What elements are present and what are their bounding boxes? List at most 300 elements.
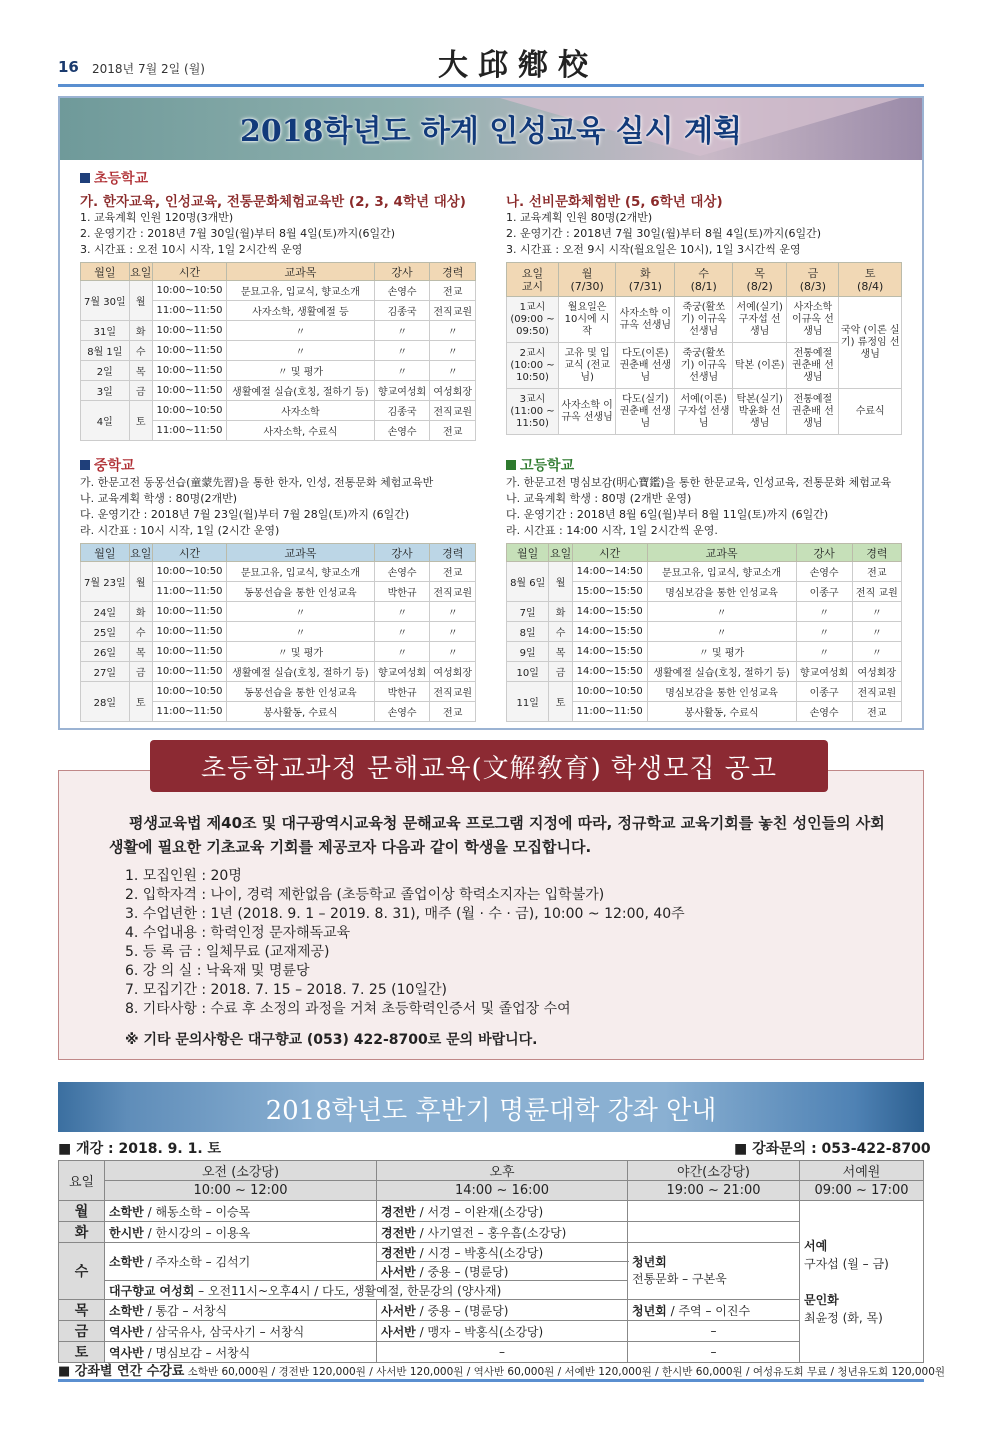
teacher-cell: 〃 xyxy=(374,622,430,642)
period-row xyxy=(507,297,902,343)
career-cell: 전직교원 xyxy=(852,682,901,702)
time-cell: 10:00~11:50 xyxy=(152,361,226,381)
subject-cell: 명심보감을 통한 인성교육 xyxy=(647,582,796,602)
class-cell: 탁본 (이론) xyxy=(732,343,786,389)
table-row xyxy=(81,401,476,421)
table-row xyxy=(81,361,476,381)
subject-cell: 문묘고유, 입교식, 향교소개 xyxy=(227,562,375,582)
class-name: 사서반 xyxy=(381,1303,416,1318)
table-row xyxy=(507,562,902,582)
class-name: 경전반 xyxy=(381,1204,416,1219)
notice-inquiry: ※ 기타 문의사항은 대구향교 (053) 422-8700로 문의 바랍니다. xyxy=(125,1032,538,1048)
class-cell: 다도(이론) 권춘배 선생님 xyxy=(616,343,675,389)
lecture-cell xyxy=(628,1300,800,1321)
date-cell: 24일 xyxy=(81,602,130,622)
career-cell: 전직교원 xyxy=(430,301,476,321)
notice-items xyxy=(125,867,685,1019)
column-header: 월일 xyxy=(81,544,130,562)
teacher-cell: 손영수 xyxy=(796,562,852,582)
date-cell: 10일 xyxy=(507,662,549,682)
lecture-table xyxy=(58,1160,924,1363)
day-header xyxy=(787,263,839,297)
seonbi-timetable xyxy=(506,262,902,435)
class-detail: 구자섭 (월 – 금) xyxy=(804,1256,889,1271)
column-header: 교과목 xyxy=(647,544,796,562)
subject-cell: 〃 xyxy=(227,341,375,361)
square-bullet-icon xyxy=(506,460,516,470)
day-date: (8/4) xyxy=(857,279,884,293)
column-header: 요일 xyxy=(549,544,572,562)
teacher-cell: 향교여성회 xyxy=(374,381,430,401)
time-cell: 10:00~11:50 xyxy=(152,341,226,361)
class-notes xyxy=(506,210,902,258)
class-title: 가. 한자교육, 인성교육, 전통문화체험교육반 (2, 3, 4학년 대상) xyxy=(80,194,466,210)
subject-cell: 〃 xyxy=(227,321,375,341)
class-name: 역사반 xyxy=(109,1345,144,1360)
class-name: 사서반 xyxy=(381,1324,416,1339)
teacher-cell: 〃 xyxy=(374,361,430,381)
subject-cell: 〃 xyxy=(227,602,375,622)
class-detail: / 중용 – (명륜당) xyxy=(415,1303,509,1318)
teacher-cell: 향교여성회 xyxy=(796,662,852,682)
lecture-cell xyxy=(377,1243,628,1262)
column-header: 강사 xyxy=(796,544,852,562)
class-cell: 죽궁(활쏘기) 이규옥 선생님 xyxy=(675,343,732,389)
notice-intro: 평생교육법 제40조 및 대구광역시교육청 문해교육 프로그램 지정에 따라, 정규학교 교육기회를 놓친 성인들의 사회생활에 필요한 기초교육 기회를 제공코자 다음과 같이 학생을 모집합니다. xyxy=(109,814,885,856)
table-row xyxy=(507,682,902,702)
column-header: 경력 xyxy=(430,544,476,562)
date-cell: 27일 xyxy=(81,662,130,682)
lecture-cell xyxy=(105,1281,628,1300)
teacher-cell: 이종구 xyxy=(796,582,852,602)
notice-item: 4. 수업내용 : 학력인정 문자해독교육 xyxy=(125,925,351,941)
col-header: 오후 xyxy=(377,1161,628,1181)
notice-item: 6. 강 의 실 : 낙육재 및 명륜당 xyxy=(125,963,310,979)
note-line: 라. 시간표 : 10시 시작, 1일 (2시간 운영) xyxy=(80,524,280,537)
subject-cell: 동몽선습을 통한 인성교육 xyxy=(227,582,375,602)
column-header: 강사 xyxy=(374,263,430,281)
col-header: 오전 (소강당) xyxy=(105,1161,377,1181)
class-detail: / 시경 – 박홍식(소강당) xyxy=(415,1245,544,1260)
career-cell: 전직교원 xyxy=(430,682,476,702)
opening-date: ■ 개강 : 2018. 9. 1. 토 xyxy=(58,1141,222,1157)
class-detail: / 중용 – (명륜당) xyxy=(415,1264,509,1279)
weekday-cell: 화 xyxy=(549,602,572,622)
table-row xyxy=(81,562,476,582)
timetable xyxy=(80,543,476,722)
time-cell: 14:00~15:50 xyxy=(572,602,647,622)
teacher-cell: 손영수 xyxy=(374,702,430,722)
table-row xyxy=(81,682,476,702)
column-header: 시간 xyxy=(152,263,226,281)
lecture-cell xyxy=(377,1300,628,1321)
date-cell: 8월 1일 xyxy=(81,341,130,361)
lecture-cell xyxy=(105,1321,377,1342)
lecture-cell xyxy=(628,1243,800,1300)
subject-cell: 〃 xyxy=(647,602,796,622)
career-cell: 〃 xyxy=(430,622,476,642)
day-name: 목 xyxy=(754,266,765,280)
column-header: 경력 xyxy=(430,263,476,281)
class-cell: 고유 및 입교식 (전교님) xyxy=(559,343,616,389)
subject-cell: 생활예절 실습(호칭, 절하기 등) xyxy=(227,381,375,401)
column-header: 시간 xyxy=(152,544,226,562)
period-cell: 1교시 (09:00 ~ 09:50) xyxy=(507,297,559,343)
note-line: 2. 운영기간 : 2018년 7월 30일(월)부터 8월 4일(토)까지(6일간) xyxy=(80,227,396,240)
teacher-cell: 손영수 xyxy=(796,702,852,722)
time-cell: 10:00~11:50 xyxy=(152,602,226,622)
weekday-cell: 목 xyxy=(129,642,152,662)
weekday-cell: 수 xyxy=(129,622,152,642)
section-banner xyxy=(60,98,922,160)
day-name: 수 xyxy=(698,266,710,280)
class-detail: / 명심보감 – 서창식 xyxy=(143,1345,251,1360)
corner-top: 요일 xyxy=(521,266,544,280)
career-cell: 전교 xyxy=(430,421,476,441)
career-cell: 〃 xyxy=(430,642,476,662)
weekday-cell: 수 xyxy=(129,341,152,361)
career-cell: 전교 xyxy=(852,562,901,582)
day-header xyxy=(675,263,732,297)
teacher-cell: 이종구 xyxy=(796,682,852,702)
time-cell: 14:00~15:50 xyxy=(572,642,647,662)
time-cell: 10:00~11:50 xyxy=(152,381,226,401)
table-row xyxy=(81,662,476,682)
class-detail: / 사기열전 – 홍우흠(소강당) xyxy=(415,1225,567,1240)
teacher-cell: 김종국 xyxy=(374,301,430,321)
masthead-rule xyxy=(58,84,924,87)
class-cell: 서예(실기) 구자섭 선생님 xyxy=(732,297,786,343)
date-cell: 28일 xyxy=(81,682,130,722)
career-cell: 〃 xyxy=(852,622,901,642)
time-cell: 10:00~11:50 xyxy=(152,321,226,341)
period-row xyxy=(507,389,902,435)
note-line: 다. 운영기간 : 2018년 8월 6일(월)부터 8월 11일(토)까지 (6일간) xyxy=(506,508,829,521)
note-line: 가. 한문고전 명심보감(明心寶鑑)을 통한 한문교육, 인성교육, 전통문화 체험교육 xyxy=(506,476,892,489)
time-cell: 14:00~15:50 xyxy=(572,662,647,682)
note-line: 3. 시간표 : 오전 10시 시작, 1일 2시간씩 운영 xyxy=(80,243,303,256)
level-label: 중학교 xyxy=(94,458,135,474)
level-heading xyxy=(506,455,902,475)
table-row xyxy=(507,602,902,622)
time-cell: 10:00~10:50 xyxy=(152,682,226,702)
date-cell: 26일 xyxy=(81,642,130,662)
career-cell: 〃 xyxy=(430,602,476,622)
date-cell: 31일 xyxy=(81,321,130,341)
note-line: 다. 운영기간 : 2018년 7월 23일(월)부터 7월 28일(토)까지 (6일간) xyxy=(80,508,410,521)
lecture-cell xyxy=(377,1201,628,1222)
career-cell: 여성회장 xyxy=(852,662,901,682)
day-cell: 수 xyxy=(59,1243,105,1300)
subject-cell: 사자소학, 수료식 xyxy=(227,421,375,441)
weekday-cell: 금 xyxy=(129,662,152,682)
lecture-cell xyxy=(377,1222,628,1243)
career-cell: 〃 xyxy=(852,642,901,662)
weekday-cell: 목 xyxy=(549,642,572,662)
class-detail: / 삼국유사, 삼국사기 – 서창식 xyxy=(143,1324,305,1339)
column-header: 시간 xyxy=(572,544,647,562)
notice-item: 8. 기타사항 : 수료 후 소정의 과정을 거쳐 초등학력인증서 및 졸업장 수여 xyxy=(125,1001,571,1017)
lecture-contact: ■ 강좌문의 : 053-422-8700 xyxy=(734,1141,931,1157)
literacy-notice-section xyxy=(58,770,924,1060)
time-header: 09:00 ~ 17:00 xyxy=(800,1181,924,1201)
class-name: 청년회 xyxy=(632,1255,667,1269)
class-notes xyxy=(80,210,476,258)
subject-cell: 봉사활동, 수료식 xyxy=(227,702,375,722)
day-cell: 목 xyxy=(59,1300,105,1321)
table-row xyxy=(81,341,476,361)
time-header: 14:00 ~ 16:00 xyxy=(377,1181,628,1201)
col-header: 야간(소강당) xyxy=(628,1161,800,1181)
day-cell: 화 xyxy=(59,1222,105,1243)
class-name: 역사반 xyxy=(109,1324,144,1339)
lecture-cell: – xyxy=(628,1321,800,1342)
column-header: 요일 xyxy=(129,263,152,281)
career-cell: 〃 xyxy=(852,602,901,622)
time-header: 19:00 ~ 21:00 xyxy=(628,1181,800,1201)
teacher-cell: 손영수 xyxy=(374,281,430,301)
subject-cell: 〃 xyxy=(227,622,375,642)
class-name: 서예 xyxy=(804,1238,828,1253)
day-name: 화 xyxy=(640,266,651,280)
lecture-cell xyxy=(105,1243,377,1281)
column-header: 경력 xyxy=(852,544,901,562)
lecture-cell xyxy=(105,1201,377,1222)
column-header: 교과목 xyxy=(227,544,375,562)
level-label: 초등학교 xyxy=(94,171,149,187)
time-cell: 11:00~11:50 xyxy=(152,421,226,441)
subject-cell: 생활예절 실습(호칭, 절하기 등) xyxy=(647,662,796,682)
class-name: 경전반 xyxy=(381,1225,416,1240)
class-detail: / 한시강의 – 이용옥 xyxy=(143,1225,251,1240)
masthead xyxy=(58,40,924,88)
class-detail: / 맹자 – 박홍식(소강당) xyxy=(415,1324,544,1339)
weekday-cell: 화 xyxy=(129,321,152,341)
seonbi-block xyxy=(506,188,902,435)
subject-cell: 봉사활동, 수료식 xyxy=(647,702,796,722)
note-line: 가. 한문고전 동몽선습(童蒙先習)을 통한 한자, 인성, 전통문화 체험교육반 xyxy=(80,476,434,489)
time-cell: 15:00~15:50 xyxy=(572,582,647,602)
notice-item: 1. 모집인원 : 20명 xyxy=(125,868,242,884)
teacher-cell: 박한규 xyxy=(374,682,430,702)
subject-cell: 문묘고유, 입교식, 향교소개 xyxy=(227,281,375,301)
day-name: 토 xyxy=(864,266,876,280)
day-name: 월 xyxy=(581,266,593,280)
date-cell: 7일 xyxy=(507,602,549,622)
fee-line xyxy=(58,1360,946,1379)
column-header: 요일 xyxy=(129,544,152,562)
class-cell: 서예(이론) 구자섭 선생님 xyxy=(675,389,732,435)
weekday-cell: 수 xyxy=(549,622,572,642)
notice-item: 3. 수업년한 : 1년 (2018. 9. 1 – 2019. 8. 31), 매주 (월 · 수 · 금), 10:00 ~ 12:00, 40주 xyxy=(125,906,685,922)
lecture-banner xyxy=(58,1082,924,1132)
table-row xyxy=(81,642,476,662)
level-heading xyxy=(80,455,476,475)
date-cell: 3일 xyxy=(81,381,130,401)
class-detail: – 오전11시~오후4시 / 다도, 생활예절, 한문강의 (양사재) xyxy=(194,1283,502,1298)
subject-cell: 동몽선습을 통한 인성교육 xyxy=(227,682,375,702)
class-detail: 전통문화 – 구본욱 xyxy=(632,1272,727,1286)
career-cell: 〃 xyxy=(430,321,476,341)
date-cell: 8월 6일 xyxy=(507,562,549,602)
subject-cell: 명심보감을 통한 인성교육 xyxy=(647,682,796,702)
date-cell: 25일 xyxy=(81,622,130,642)
day-header xyxy=(839,263,902,297)
class-cell: 죽궁(활쏘기) 이규옥 선생님 xyxy=(675,297,732,343)
square-bullet-icon xyxy=(80,173,90,183)
class-name: 경전반 xyxy=(381,1245,416,1260)
subject-cell: 생활예절 실습(호칭, 절하기 등) xyxy=(227,662,375,682)
middle-block xyxy=(80,455,476,722)
note-line: 라. 시간표 : 14:00 시작, 1일 2시간씩 운영. xyxy=(506,524,718,537)
notice-item: 2. 입학자격 : 나이, 경력 제한없음 (초등학교 졸업이상 학력소지자는 입학불가) xyxy=(125,887,605,903)
timetable xyxy=(80,262,476,441)
weekday-cell: 토 xyxy=(129,682,152,722)
time-cell: 11:00~11:50 xyxy=(152,702,226,722)
note-line: 1. 교육계획 인원 80명(2개반) xyxy=(506,211,653,224)
weekday-cell: 토 xyxy=(129,401,152,441)
class-cell: 월요일은 10시에 시작 xyxy=(559,297,616,343)
summer-education-section xyxy=(58,96,924,730)
teacher-cell: 〃 xyxy=(374,642,430,662)
sat-class-cell: 수료식 xyxy=(839,389,902,435)
career-cell: 전교 xyxy=(852,702,901,722)
class-cell: 사자소학 이규옥 선생님 xyxy=(559,389,616,435)
time-header: 10:00 ~ 12:00 xyxy=(105,1181,377,1201)
subject-cell: 〃 및 평가 xyxy=(227,642,375,662)
day-cell: 월 xyxy=(59,1201,105,1222)
lecture-cell xyxy=(377,1321,628,1342)
day-header xyxy=(732,263,786,297)
elementary-block xyxy=(80,168,476,441)
section-title: 2018학년도 하계 인성교육 실시 계획 xyxy=(239,114,742,149)
time-cell: 11:00~11:50 xyxy=(152,301,226,321)
teacher-cell: 손영수 xyxy=(374,421,430,441)
day-name: 금 xyxy=(807,266,819,280)
fee-text: 소학반 60,000원 / 경전반 120,000원 / 사서반 120,000원 / 역사반 60,000원 / 서예반 120,000원 / 한시반 60,000원 / 여성유도회 무료 / 청년유도회 120,000원 xyxy=(187,1366,946,1378)
day-header xyxy=(559,263,616,297)
time-cell: 14:00~15:50 xyxy=(572,622,647,642)
day-date: (8/1) xyxy=(690,279,717,293)
weekday-cell: 화 xyxy=(129,602,152,622)
teacher-cell: 〃 xyxy=(796,602,852,622)
notice-item: 7. 모집기간 : 2018. 7. 15 – 2018. 7. 25 (10일간) xyxy=(125,982,447,998)
career-cell: 전교 xyxy=(430,281,476,301)
class-cell: 전통예절 권춘배 선생님 xyxy=(787,389,839,435)
subject-cell: 〃 및 평가 xyxy=(647,642,796,662)
col-header: 요일 xyxy=(59,1161,105,1201)
newspaper-title: 大邱鄕校 xyxy=(438,48,598,83)
note-line: 1. 교육계획 인원 120명(3개반) xyxy=(80,211,234,224)
teacher-cell: 〃 xyxy=(374,341,430,361)
class-detail: / 주자소학 – 김석기 xyxy=(143,1255,251,1269)
table-row xyxy=(81,622,476,642)
table-row xyxy=(507,622,902,642)
table-row xyxy=(507,642,902,662)
teacher-cell: 〃 xyxy=(374,602,430,622)
weekday-cell: 금 xyxy=(129,381,152,401)
teacher-cell: 박한규 xyxy=(374,582,430,602)
time-cell: 14:00~14:50 xyxy=(572,562,647,582)
time-cell: 11:00~11:50 xyxy=(152,582,226,602)
class-name: 사서반 xyxy=(381,1264,416,1279)
class-name: 소학반 xyxy=(109,1303,144,1318)
lecture-cell: – xyxy=(377,1342,628,1363)
sat-class-cell: 국악 (이론 실기) 류정임 선생님 xyxy=(839,297,902,389)
class-cell: 다도(실기) 권춘배 선생님 xyxy=(616,389,675,435)
note-line: 나. 교육계획 학생 : 80명 (2개반 운영) xyxy=(506,492,692,505)
weekday-cell: 목 xyxy=(129,361,152,381)
subject-cell: 사자소학 xyxy=(227,401,375,421)
issue-date: 2018년 7월 2일 (월) xyxy=(92,62,205,76)
class-name: 소학반 xyxy=(109,1204,144,1219)
class-name: 문인화 xyxy=(804,1292,839,1307)
time-cell: 10:00~10:50 xyxy=(572,682,647,702)
class-cell: 사자소학 이규옥 선생님 xyxy=(787,297,839,343)
date-cell: 8일 xyxy=(507,622,549,642)
class-name: 청년회 xyxy=(632,1303,667,1318)
lecture-cell: – xyxy=(628,1342,800,1363)
corner-header xyxy=(507,263,559,297)
teacher-cell: 〃 xyxy=(374,321,430,341)
note-line: 2. 운영기간 : 2018년 7월 30일(월)부터 8월 4일(토)까지(6일간) xyxy=(506,227,822,240)
time-cell: 10:00~11:50 xyxy=(152,622,226,642)
career-cell: 〃 xyxy=(430,361,476,381)
lecture-cell xyxy=(377,1262,628,1281)
square-bullet-icon xyxy=(80,460,90,470)
time-cell: 10:00~10:50 xyxy=(152,401,226,421)
time-cell: 11:00~11:50 xyxy=(572,702,647,722)
career-cell: 전교 xyxy=(430,702,476,722)
note-line: 3. 시간표 : 오전 9시 시작(월요일은 10시), 1일 3시간씩 운영 xyxy=(506,243,801,256)
date-cell: 4일 xyxy=(81,401,130,441)
class-detail: / 통감 – 서창식 xyxy=(143,1303,228,1318)
class-cell: 사자소학 이규옥 선생님 xyxy=(616,297,675,343)
time-cell: 10:00~10:50 xyxy=(152,281,226,301)
level-heading xyxy=(80,168,476,188)
date-cell: 11일 xyxy=(507,682,549,722)
column-header: 월일 xyxy=(507,544,549,562)
day-date: (7/30) xyxy=(570,279,604,293)
class-detail: / 해동소학 – 이승목 xyxy=(143,1204,251,1219)
date-cell: 7월 30일 xyxy=(81,281,130,321)
day-date: (8/2) xyxy=(746,279,773,293)
career-cell: 전직 교원 xyxy=(852,582,901,602)
lecture-cell xyxy=(628,1222,800,1243)
table-row xyxy=(81,381,476,401)
class-notes xyxy=(506,475,902,539)
day-header xyxy=(616,263,675,297)
class-name: 소학반 xyxy=(109,1255,144,1269)
timetable xyxy=(506,543,902,722)
table-row xyxy=(81,602,476,622)
teacher-cell: 김종국 xyxy=(374,401,430,421)
teacher-cell: 손영수 xyxy=(374,562,430,582)
teacher-cell: 향교여성회 xyxy=(374,662,430,682)
day-cell: 토 xyxy=(59,1342,105,1363)
class-detail: / 서경 – 이완재(소강당) xyxy=(415,1204,544,1219)
time-cell: 10:00~10:50 xyxy=(152,562,226,582)
date-cell: 7월 23일 xyxy=(81,562,130,602)
lecture-cell xyxy=(105,1222,377,1243)
subject-cell: 〃 xyxy=(647,622,796,642)
day-date: (7/31) xyxy=(628,279,662,293)
notice-title: 초등학교과정 문해교육(文解敎育) 학생모집 공고 xyxy=(201,754,777,784)
date-cell: 9일 xyxy=(507,642,549,662)
lecture-cell xyxy=(105,1300,377,1321)
fee-label: ■ 강좌별 연간 수강료 xyxy=(58,1364,185,1379)
notice-banner xyxy=(150,740,828,792)
